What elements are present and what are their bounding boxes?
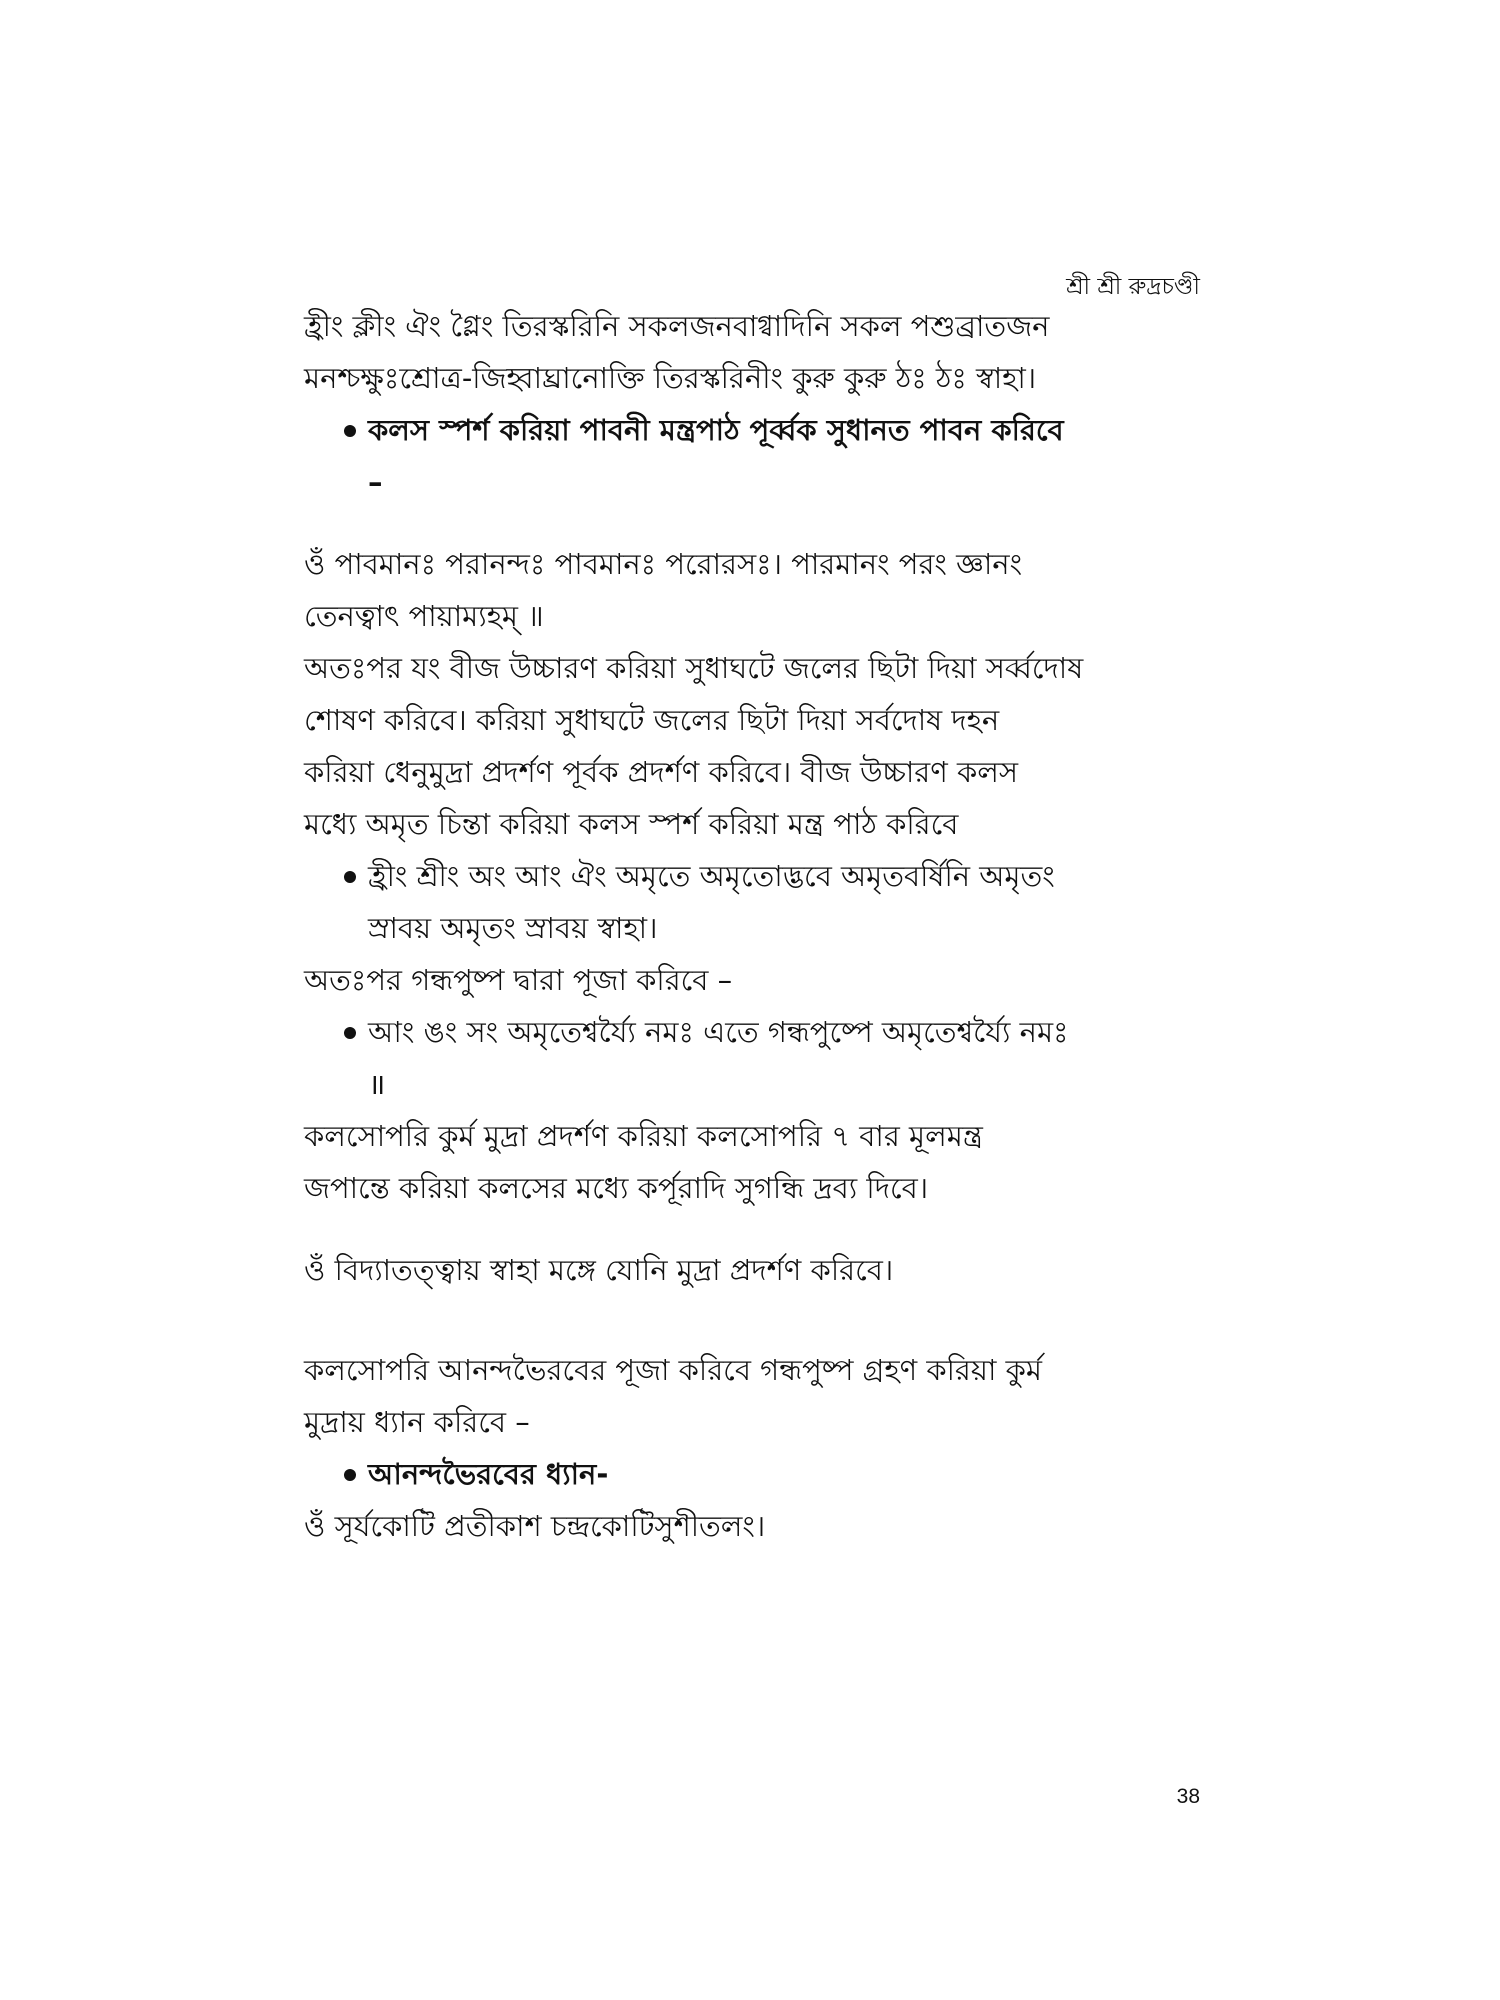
running-header: শ্রী শ্রী রুদ্রচণ্ডী bbox=[1066, 274, 1200, 300]
text-line: মুদ্রায় ধ্যান করিবে – bbox=[304, 1405, 530, 1439]
text-line: ওঁ বিদ্যাতত্ত্বায় স্বাহা মঙ্গে যোনি মুদ্রা প্রদর্শণ করিবে। bbox=[304, 1253, 894, 1287]
bullet-text: কলস স্পর্শ করিয়া পাবনী মন্ত্রপাঠ পূর্ব্বক সুধানত পাবন করিবে bbox=[368, 413, 1064, 447]
bullet-icon bbox=[344, 1027, 356, 1039]
text-line: অতঃপর গন্ধপুষ্প দ্বারা পূজা করিবে – bbox=[304, 963, 733, 997]
bullet-icon bbox=[344, 1469, 356, 1481]
text-line: করিয়া ধেনুমুদ্রা প্রদর্শণ পূর্বক প্রদর্শণ করিবে। বীজ উচ্চারণ কলস bbox=[304, 755, 1019, 789]
bullet-text-continuation: – bbox=[368, 465, 383, 499]
text-line: হ্রীং ক্লীং ঐং গ্লৈং তিরস্করিনি সকলজনবাগ্বাদিনি সকল পশুব্রাতজন bbox=[304, 309, 1050, 343]
page-body bbox=[304, 300, 1204, 1552]
bullet-text: আনন্দভৈরবের ধ্যান- bbox=[368, 1457, 609, 1491]
text-line: মনশ্চক্ষুঃশ্রোত্র-জিহ্বাঘ্রানোক্তি তিরস্করিনীং কুরু কুরু ঠঃ ঠঃ স্বাহা। bbox=[304, 361, 1037, 395]
bullet-heading bbox=[304, 1448, 1204, 1500]
bullet-text-continuation: স্রাবয় অমৃতং স্রাবয় স্বাহা। bbox=[368, 911, 658, 945]
bullet-icon bbox=[344, 425, 356, 437]
bullet-item bbox=[304, 850, 1204, 954]
bullet-icon bbox=[344, 871, 356, 883]
text-line: ওঁ সূর্যকোটি প্রতীকাশ চন্দ্রকোটিসুশীতলং। bbox=[304, 1509, 766, 1543]
bullet-item bbox=[304, 1006, 1204, 1110]
bullet-text: হ্রীং শ্রীং অং আং ঐং অমৃতে অমৃতোদ্ভবে অমৃতবর্ষিনি অমৃতং bbox=[368, 859, 1055, 893]
page-number: 38 bbox=[1176, 1785, 1200, 1808]
text-line: তেনত্বাৎ পায়াম্যহম্ ॥ bbox=[304, 599, 544, 633]
text-line: শোষণ করিবে। করিয়া সুধাঘটে জলের ছিটা দিয়া সর্বদোষ দহন bbox=[304, 703, 1000, 737]
bullet-text: আং ঙং সং অমৃতেশ্বর্য্যৈ নমঃ এতে গন্ধপুষ্পে অমৃতেশ্বর্য্যৈ নমঃ bbox=[368, 1015, 1069, 1049]
text-line: ওঁ পাবমানঃ পরানন্দঃ পাবমানঃ পরোরসঃ। পারমানং পরং জ্ঞানং bbox=[304, 547, 1023, 581]
text-line: জপান্তে করিয়া কলসের মধ্যে কর্পূরাদি সুগন্ধি দ্রব্য দিবে। bbox=[304, 1171, 929, 1205]
text-line: কলসোপরি কুর্ম মুদ্রা প্রদর্শণ করিয়া কলসোপরি ৭ বার মূলমন্ত্র bbox=[304, 1119, 983, 1153]
text-line: অতঃপর যং বীজ উচ্চারণ করিয়া সুধাঘটে জলের ছিটা দিয়া সর্ব্বদোষ bbox=[304, 651, 1084, 685]
bullet-text-continuation: ॥ bbox=[368, 1067, 386, 1101]
text-line: মধ্যে অমৃত চিন্তা করিয়া কলস স্পর্শ করিয়া মন্ত্র পাঠ করিবে bbox=[304, 807, 959, 841]
text-line: কলসোপরি আনন্দভৈরবের পূজা করিবে গন্ধপুষ্প গ্রহণ করিয়া কুর্ম bbox=[304, 1353, 1042, 1387]
bullet-heading bbox=[304, 404, 1204, 508]
